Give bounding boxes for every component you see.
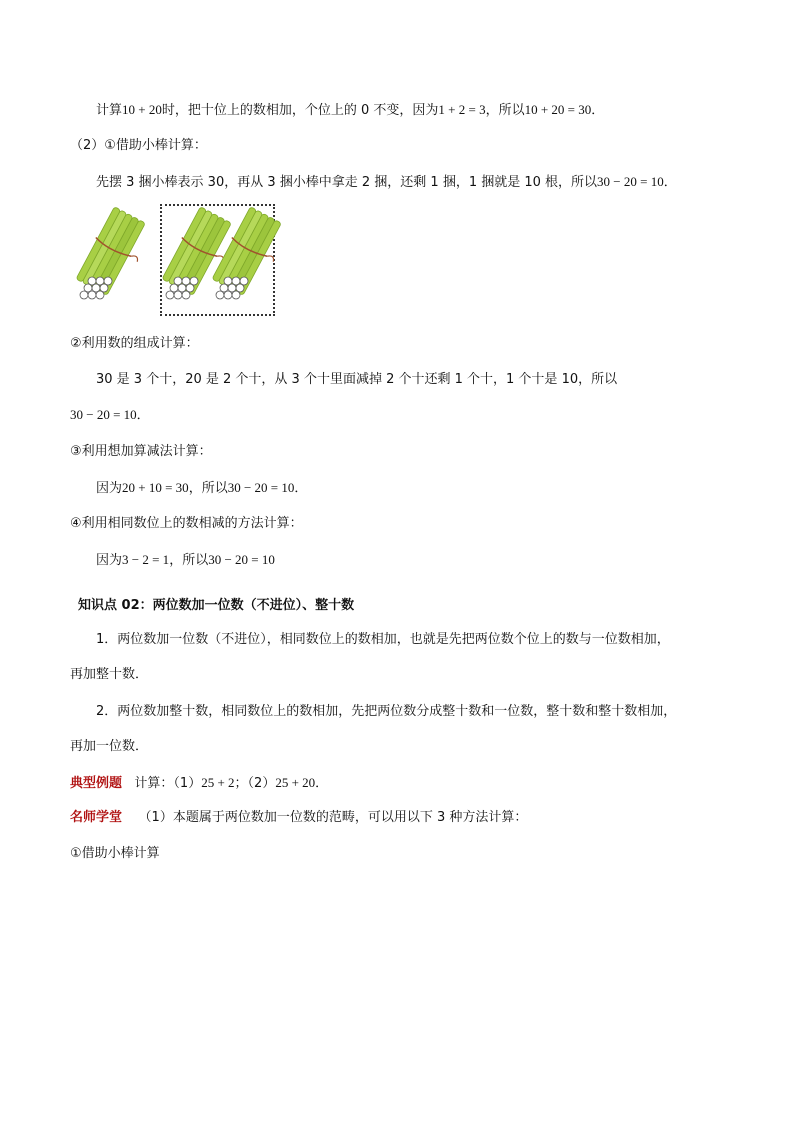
paragraph-rule-2: 2．两位数加整十数，相同数位上的数相加，先把两位数分成整十数和一位数，整十数和整十数相加， <box>96 704 677 719</box>
paragraph-sum-explanation: 计算10 + 20时，把十位上的数相加，个位上的 0 不变，因为1 + 2 = 3，所以10 + 20 = 30． <box>96 102 605 118</box>
teacher-tip-label: 名师学堂 <box>70 810 123 825</box>
paragraph-sticks-explanation: 先摆 3 捆小棒表示 30，再从 3 捆小棒中拿走 2 捆，还剩 1 捆，1 捆就是 10 根，所以30 − 20 = 10． <box>96 174 677 190</box>
method-heading-place-value: ④利用相同数位上的数相减的方法计算： <box>70 516 303 531</box>
paragraph-composition-result: 30 − 20 = 10． <box>70 407 150 423</box>
teacher-tip: 名师学堂 （1）本题属于两位数加一位数的范畴，可以用以下 3 种方法计算： <box>70 810 528 825</box>
section-heading-knowledge-02: 知识点 02：两位数加一位数（不进位）、整十数 <box>78 598 355 613</box>
paragraph-rule-2-cont: 再加一位数． <box>70 739 149 754</box>
method-heading-composition: ②利用数的组成计算： <box>70 336 199 351</box>
stick-bundles-illustration <box>70 205 290 315</box>
method-heading-sticks: （2）①借助小棒计算： <box>70 138 207 153</box>
method-heading-addition: ③利用想加算减法计算： <box>70 444 212 459</box>
paragraph-rule-1-cont: 再加整十数． <box>70 667 149 682</box>
example-problem: 典型例题 计算：（1）25 + 2；（2）25 + 20． <box>70 775 329 791</box>
paragraph-composition: 30 是 3 个十，20 是 2 个十，从 3 个十里面减掉 2 个十还剩 1 个十，1 个十是 10，所以 <box>96 372 618 387</box>
method-heading-sticks-2: ①借助小棒计算 <box>70 846 160 861</box>
paragraph-place-value: 因为3 − 2 = 1，所以30 − 20 = 10 <box>96 552 275 568</box>
paragraph-rule-1: 1．两位数加一位数（不进位），相同数位上的数相加，也就是先把两位数个位上的数与一位数相加， <box>96 632 670 647</box>
paragraph-addition: 因为20 + 10 = 30，所以30 − 20 = 10． <box>96 480 308 496</box>
stick-bundle-kept <box>74 206 155 301</box>
example-label: 典型例题 <box>70 776 123 791</box>
